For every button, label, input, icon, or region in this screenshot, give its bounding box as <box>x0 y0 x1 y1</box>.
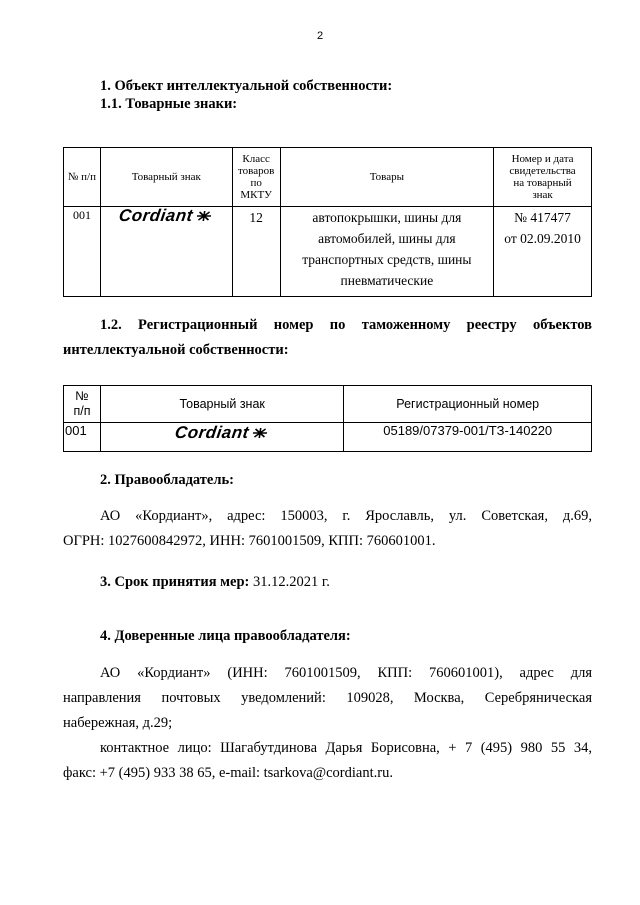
row-reg: 05189/07379-001/ТЗ-140220 <box>344 423 592 452</box>
section-2-body: АО «Кордиант», адрес: 150003, г. Ярославль, ул. Советская, д.69, ОГРН: 1027600842972, ИНН: 7601001509, КПП: 760601001. <box>63 508 592 549</box>
header-mark: Товарный знак <box>100 386 343 423</box>
row-mark <box>100 207 232 297</box>
header-cert: Номер и дата свидетельства на товарный знак <box>494 148 592 207</box>
header-num: № п/п <box>64 386 101 423</box>
section-1-1-title: 1.1. Товарные знаки: <box>100 96 238 112</box>
section-3-title: 3. Срок принятия мер: <box>100 574 250 590</box>
section-4-body: АО «Кордиант» (ИНН: 7601001509, КПП: 760601001), адрес для направления почтовых уведомлений: 109028, Москва, Серебряническая набережная, д.29; контактное лицо: Шагабутдинова Дарья Борисовна, + 7 (495) 980 55 34, факс: +7 (495) 933 38 65, e-mail: tsarkova@cordiant.ru. <box>63 665 592 781</box>
section-1-title: 1. Объект интеллектуальной собственности: <box>100 78 393 94</box>
header-num: № п/п <box>64 148 101 207</box>
section-1-2-heading: 1.2. Регистрационный номер по таможенному реестру объектов интеллектуальной собственности: <box>63 317 592 358</box>
section-3-date: 31.12.2021 г. <box>253 574 330 590</box>
row-class: 12 <box>232 207 280 297</box>
row-num: 001 <box>64 207 101 297</box>
section-2-title: 2. Правообладатель: <box>100 472 234 488</box>
header-reg: Регистрационный номер <box>344 386 592 423</box>
section-4-title: 4. Доверенные лица правообладателя: <box>100 628 351 644</box>
section-3 <box>100 574 330 591</box>
customs-register-table <box>63 385 592 452</box>
table-row <box>64 423 592 452</box>
row-num: 001 <box>64 423 101 452</box>
row-mark <box>100 423 343 452</box>
cordiant-logo: Cordiant <box>174 423 271 443</box>
header-class: Класс товаров по МКТУ <box>232 148 280 207</box>
trademark-table-header <box>64 148 592 207</box>
customs-table-header <box>64 386 592 423</box>
row-cert: № 417477 от 02.09.2010 <box>494 207 592 297</box>
trademark-table <box>63 147 592 297</box>
header-mark: Товарный знак <box>100 148 232 207</box>
row-goods: автопокрышки, шины для автомобилей, шины для транспортных средств, шины пневматические <box>280 207 493 297</box>
header-goods: Товары <box>280 148 493 207</box>
table-row <box>64 207 592 297</box>
page-number: 2 <box>316 30 324 42</box>
cordiant-logo: Cordiant <box>118 208 214 224</box>
